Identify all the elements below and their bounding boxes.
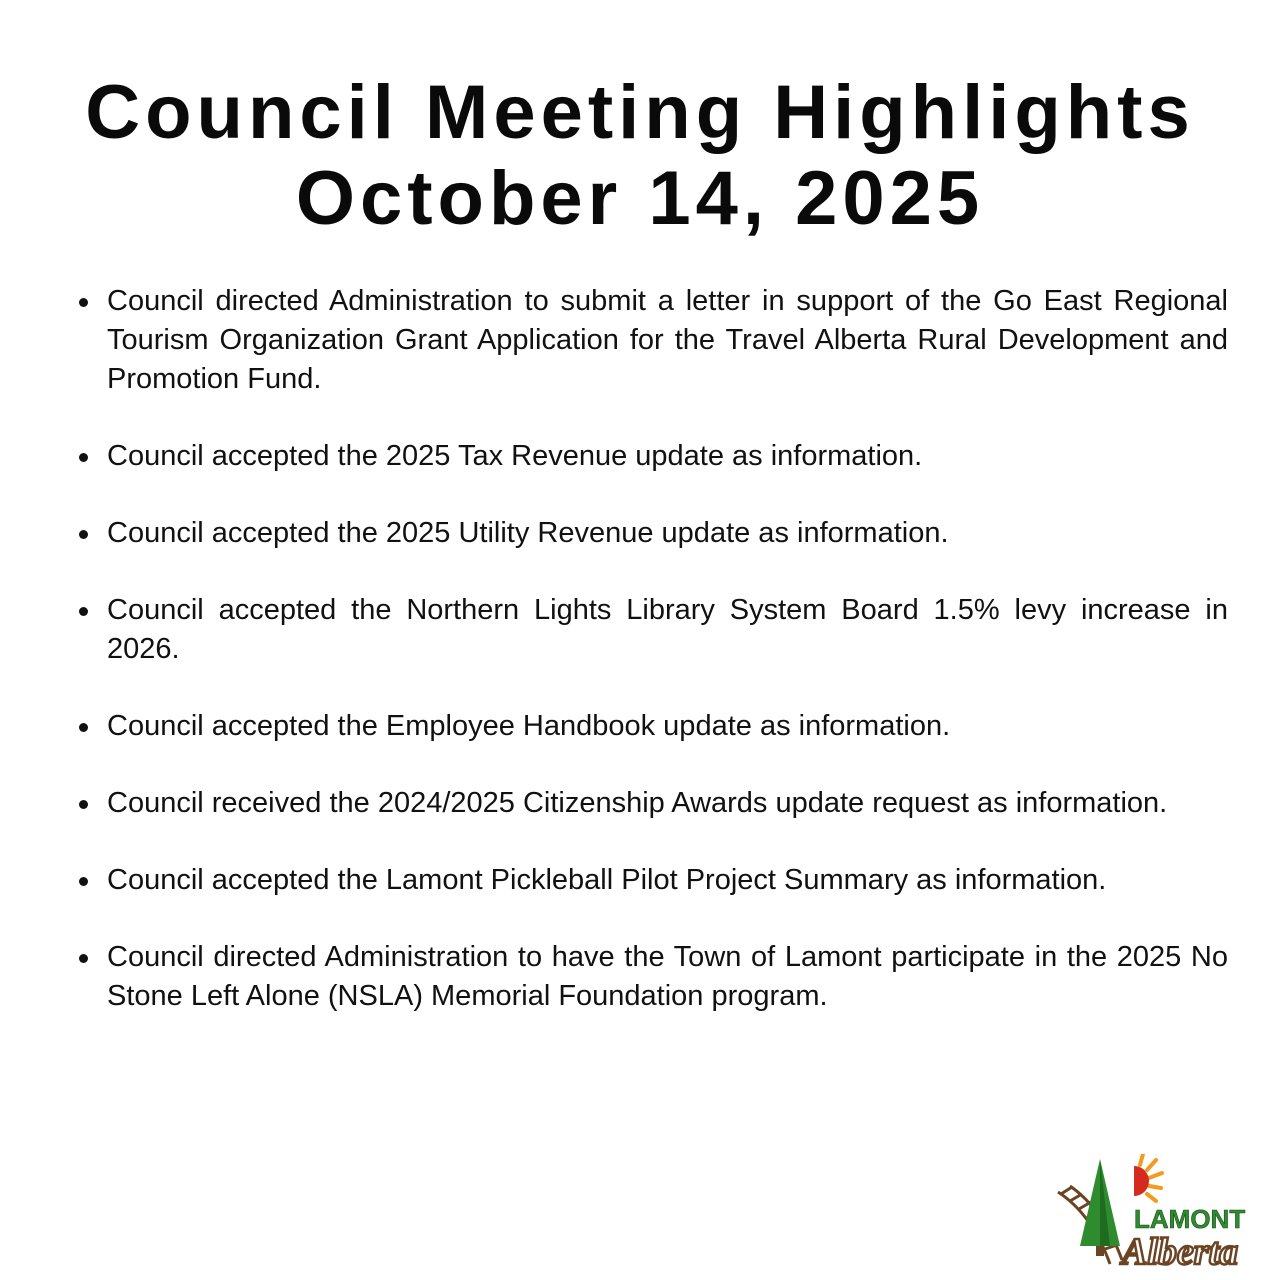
tree-icon xyxy=(1080,1159,1120,1256)
bullet-icon xyxy=(79,723,88,732)
list-item xyxy=(70,707,1228,746)
highlights-list xyxy=(70,282,1228,1054)
list-item xyxy=(70,784,1228,823)
bullet-icon xyxy=(79,877,88,886)
title-line-1: Council Meeting Highlights xyxy=(85,70,1195,155)
title-line-2: October 14, 2025 xyxy=(295,156,985,241)
highlight-text: Council directed Administration to have the Town of Lamont participate in the 2025 No Stone Left Alone (NSLA) Memorial Foundation program. xyxy=(107,941,1228,1012)
highlight-text: Council accepted the 2025 Utility Revenue update as information. xyxy=(107,517,949,549)
lamont-alberta-logo xyxy=(1052,1154,1266,1272)
bullet-icon xyxy=(79,800,88,809)
bullet-icon xyxy=(79,298,88,307)
highlight-text: Council accepted the Northern Lights Library System Board 1.5% levy increase in 2026. xyxy=(107,594,1228,665)
logo-text-alberta: Alberta xyxy=(1122,1231,1239,1272)
list-item xyxy=(70,514,1228,553)
list-item xyxy=(70,861,1228,900)
page-title xyxy=(0,70,1280,242)
bullet-icon xyxy=(79,954,88,963)
bullet-icon xyxy=(79,607,88,616)
list-item xyxy=(70,437,1228,476)
highlight-text: Council directed Administration to submit a letter in support of the Go East Regional Tourism Organization Grant Application for the Travel Alberta Rural Development and Promotion Fund. xyxy=(107,285,1228,395)
list-item xyxy=(70,591,1228,669)
highlight-text: Council accepted the Employee Handbook update as information. xyxy=(107,710,951,742)
bullet-icon xyxy=(79,530,88,539)
list-item xyxy=(70,938,1228,1016)
list-item xyxy=(70,282,1228,399)
highlight-text: Council accepted the Lamont Pickleball Pilot Project Summary as information. xyxy=(107,864,1107,896)
bullet-icon xyxy=(79,453,88,462)
highlight-text: Council accepted the 2025 Tax Revenue update as information. xyxy=(107,440,923,472)
highlight-text: Council received the 2024/2025 Citizenship Awards update request as information. xyxy=(107,787,1168,819)
logo-text-lamont: LAMONT xyxy=(1134,1204,1246,1234)
